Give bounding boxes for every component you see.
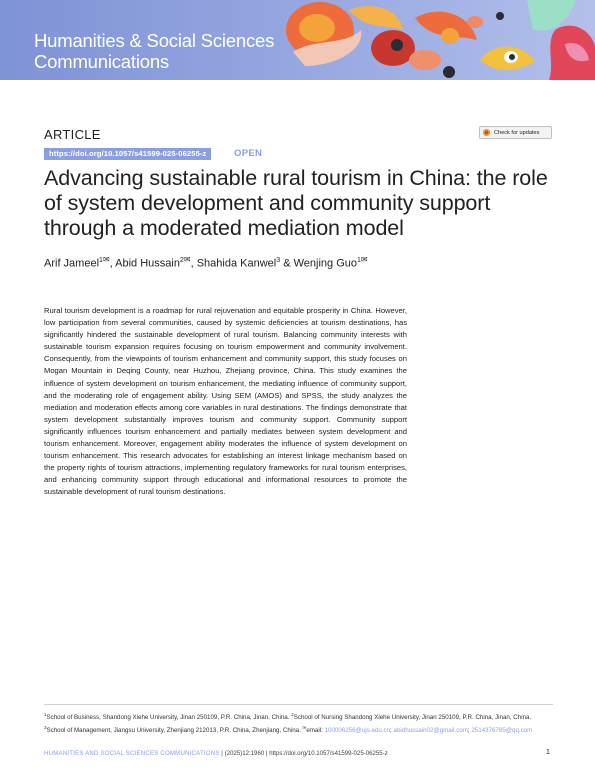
affiliation-ref: 3 xyxy=(44,725,47,731)
email-link[interactable]: 2514376785@qq.com xyxy=(471,727,533,735)
affiliation-1: School of Business, Shandong Xiehe University, Jinan 250109, P.R. China, Jinan, China. xyxy=(46,714,290,722)
email-icon[interactable]: ✉ xyxy=(102,255,110,264)
author-affiliation-ref: 3 xyxy=(276,257,281,264)
email-icon[interactable]: ✉ xyxy=(183,255,191,264)
email-link[interactable]: 100006256@ujs.edu.cn xyxy=(324,727,391,735)
open-access-label: OPEN xyxy=(234,148,263,159)
author-name[interactable]: Abid Hussain xyxy=(115,257,180,270)
page-number: 1 xyxy=(546,749,550,756)
journal-banner xyxy=(0,0,595,80)
page-footer: HUMANITIES AND SOCIAL SCIENCES COMMUNICATIONS | (2025)12:1960 | https://doi.org/10.1057/s41599-025-06255-z xyxy=(44,750,388,757)
article-type-label: ARTICLE xyxy=(44,127,101,142)
affiliation-ref: 2 xyxy=(291,712,294,717)
footer-citation[interactable]: (2025)12:1960 | https://doi.org/10.1057/s41599-025-06255-z xyxy=(224,750,388,757)
affiliation-divider xyxy=(44,704,553,705)
affiliation-3: School of Management, Jiangsu University, Zhenjiang 212013, P.R. China, Zhenjiang, China. xyxy=(46,727,301,735)
journal-title-line2: Communications xyxy=(34,51,169,72)
check-for-updates-label: Check for updates xyxy=(494,129,540,136)
affiliation-ref: 1 xyxy=(44,712,47,717)
author-affiliation-ref: 2 xyxy=(179,257,184,264)
author-affiliation-ref: 1 xyxy=(356,257,361,264)
author-affiliation-ref: 1 xyxy=(99,257,103,264)
journal-title xyxy=(34,30,274,72)
author-list: Arif Jameel$^{1✉}$, Abid Hussain$^{2✉}$, Shahida Kanwel$^3$ & Wenjing Guo$^{1✉}$ xyxy=(44,255,368,270)
author-name[interactable]: Wenjing Guo xyxy=(293,257,357,270)
email-label: email: xyxy=(306,727,323,735)
affiliations: $^1$School of Business, Shandong Xiehe University, Jinan 250109, P.R. China, Jinan, China. $^2$School of Nursing Shandong Xiehe University, Jinan 250109, P.R. China, Jinan, China. $^3$School of Management, Jiangsu University, Zhenjiang 212013, P.R. China, Zhenjiang, China. ✉email: 100006256@ujs.edu.cn; abidhussain02@gmail.com; 2514376785@qq.com xyxy=(44,712,533,735)
article-title: Advancing sustainable rural tourism in China: the role of system development and community support through a moderated mediation model xyxy=(44,166,548,240)
journal-title-line1: Humanities & Social Sciences xyxy=(34,30,275,51)
footer-journal-name: HUMANITIES AND SOCIAL SCIENCES COMMUNICATIONS xyxy=(44,750,220,757)
check-for-updates-button[interactable] xyxy=(479,126,552,139)
email-link[interactable]: abidhussain02@gmail.com xyxy=(393,727,468,735)
banner-artwork xyxy=(265,0,595,80)
email-icon: ✉ xyxy=(302,725,307,731)
updates-icon xyxy=(483,129,490,136)
email-icon[interactable]: ✉ xyxy=(360,255,368,264)
affiliation-2: School of Nursing Shandong Xiehe University, Jinan 250109, P.R. China, Jinan, China. xyxy=(293,714,532,722)
abstract-text: Rural tourism development is a roadmap for rural rejuvenation and equitable prosperity in China. However, low participation from several communities, caused by systemic deficiencies at tourism destinations, has significantly hindered the sustainable development of rural tourism. Balancing community interests with sustainable tourism expansion requires focusing on tourism empowerment and community involvement. Consequently, from the viewpoints of tourism enhancement and community support, this study focuses on Mogan Mountain in Deqing County, near Huzhou, Zhejiang province, China. This study examines the influence of system development on tourism enhancement, the mediating influence of community support, and the moderating role of engagement ability. Using SEM (AMOS) and SPSS, the study analyzes the mediation and moderation effects among core variables in rural destinations. The findings demonstrate that system development substantially improves tourism and community support. Community support significantly influences tourism enhancement and partially mediates between system development and tourism enhancement. Moreover, engagement ability moderates the influence of system development on tourism enhancement. This research advocates for establishing an interest linkage mechanism based on the property rights of tourism attractions, implementing regulatory frameworks for rural tourism enterprises, and enhancing community support through educational and informational resources to promote the sustainable development of rural tourism destinations. xyxy=(44,306,407,497)
doi-link[interactable]: https://doi.org/10.1057/s41599-025-06255-z xyxy=(44,148,211,160)
author-name[interactable]: Arif Jameel xyxy=(44,257,100,270)
author-name[interactable]: Shahida Kanwel xyxy=(196,257,277,270)
